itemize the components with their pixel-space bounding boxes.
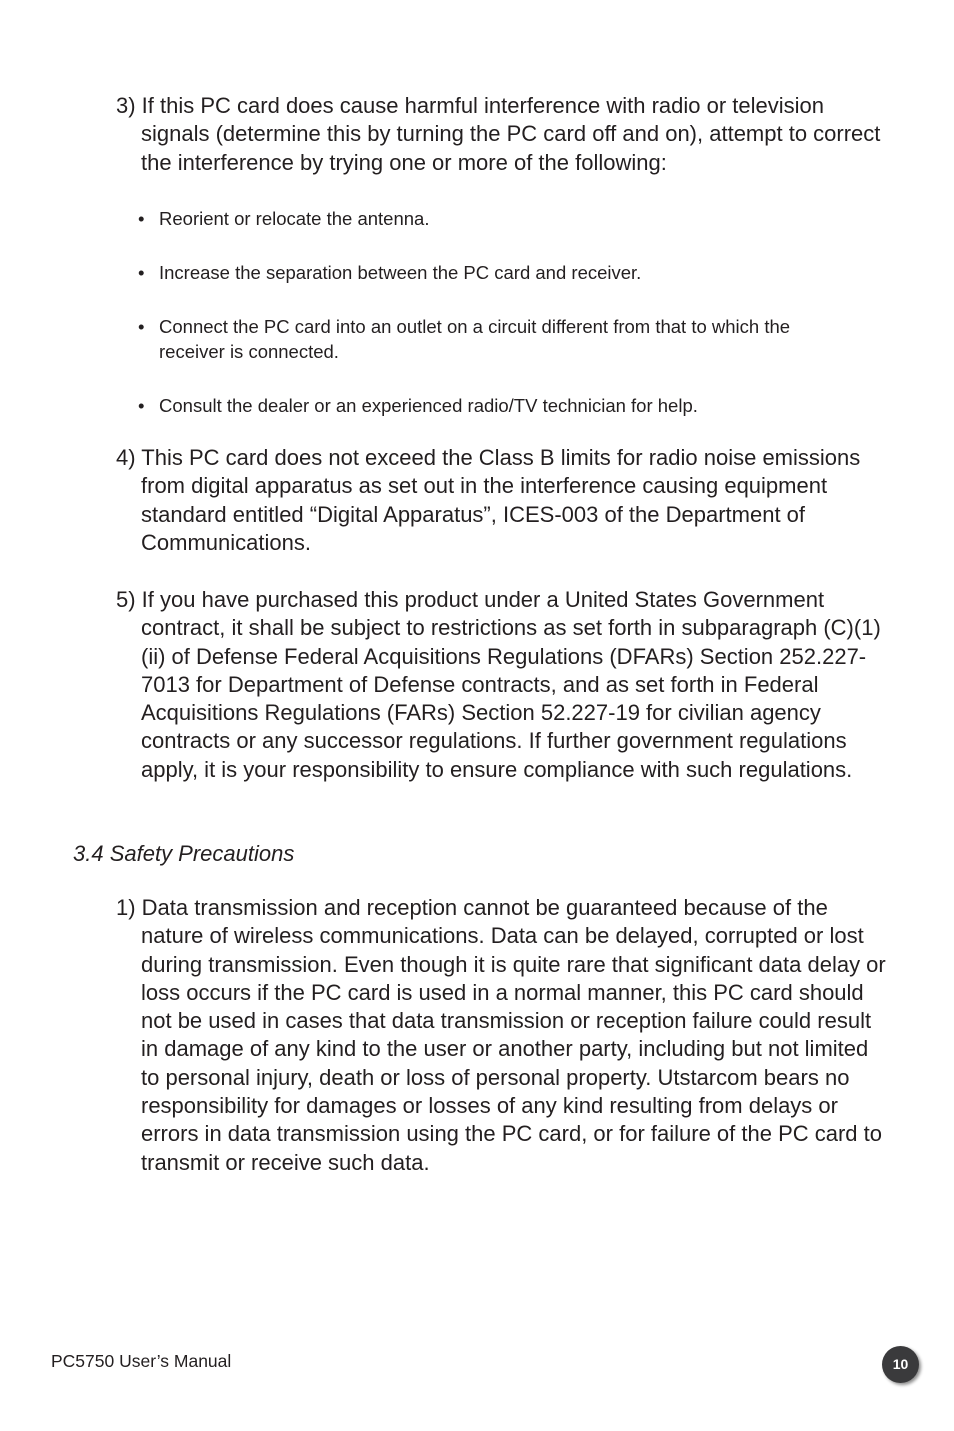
bullet-text: Increase the separation between the PC card and receiver. [159,262,642,283]
footer-manual-title: PC5750 User’s Manual [51,1351,232,1371]
section-heading: 3.4 Safety Precautions [73,841,295,866]
bullet-text: Connect the PC card into an outlet on a circuit different from that to which the receiver is connected. [159,316,791,362]
list-item [138,260,858,285]
bullet-text: Reorient or relocate the antenna. [159,208,430,229]
bullet-text: Consult the dealer or an experienced radio/TV technician for help. [159,395,698,416]
list-item [138,393,858,418]
fcc-item-5: 5) If you have purchased this product under a United States Government contract, it shall be subject to restrictions as set forth in subparagraph (C)(1)(ii) of Defense Federal Acquisitions Regulations (DFARs) Section 252.227-7013 for Department of Defense contracts, and as set forth in Federal Acquisitions Regulations (FARs) Section 52.227-19 for civilian agency contracts or any successor regulations. If further government regulations apply, it is your responsibility to ensure compliance with such regulations. [116,587,881,782]
safety-item-1: 1) Data transmission and reception cannot be guaranteed because of the nature of wireless communications. Data can be delayed, corrupted or lost during transmission. Even though it is quite rare that significant data delay or loss occurs if the PC card is used in a normal manner, this PC card should not be used in cases that data transmission or reception failure could result in damage of any kind to the user or another party, including but not limited to personal injury, death or loss of personal property. Utstarcom bears no responsibility for damages or losses of any kind resulting from delays or errors in data transmission using the PC card, or for failure of the PC card to transmit or receive such data. [116,895,886,1175]
list-item [138,314,858,364]
bullet-icon: • [138,262,145,283]
list-item [138,206,858,231]
fcc-item-3: 3) If this PC card does cause harmful interference with radio or television signals (determine this by turning the PC card off and on), attempt to correct the interference by trying one or more of the following: [116,93,881,175]
page-number-badge: 10 [882,1346,919,1383]
bullet-icon: • [138,316,145,337]
bullet-icon: • [138,208,145,229]
fcc-item-4: 4) This PC card does not exceed the Class B limits for radio noise emissions from digital apparatus as set out in the interference causing equipment standard entitled “Digital Apparatus”, ICES-003 of the Department of Communications. [116,445,861,555]
bullet-icon: • [138,395,145,416]
